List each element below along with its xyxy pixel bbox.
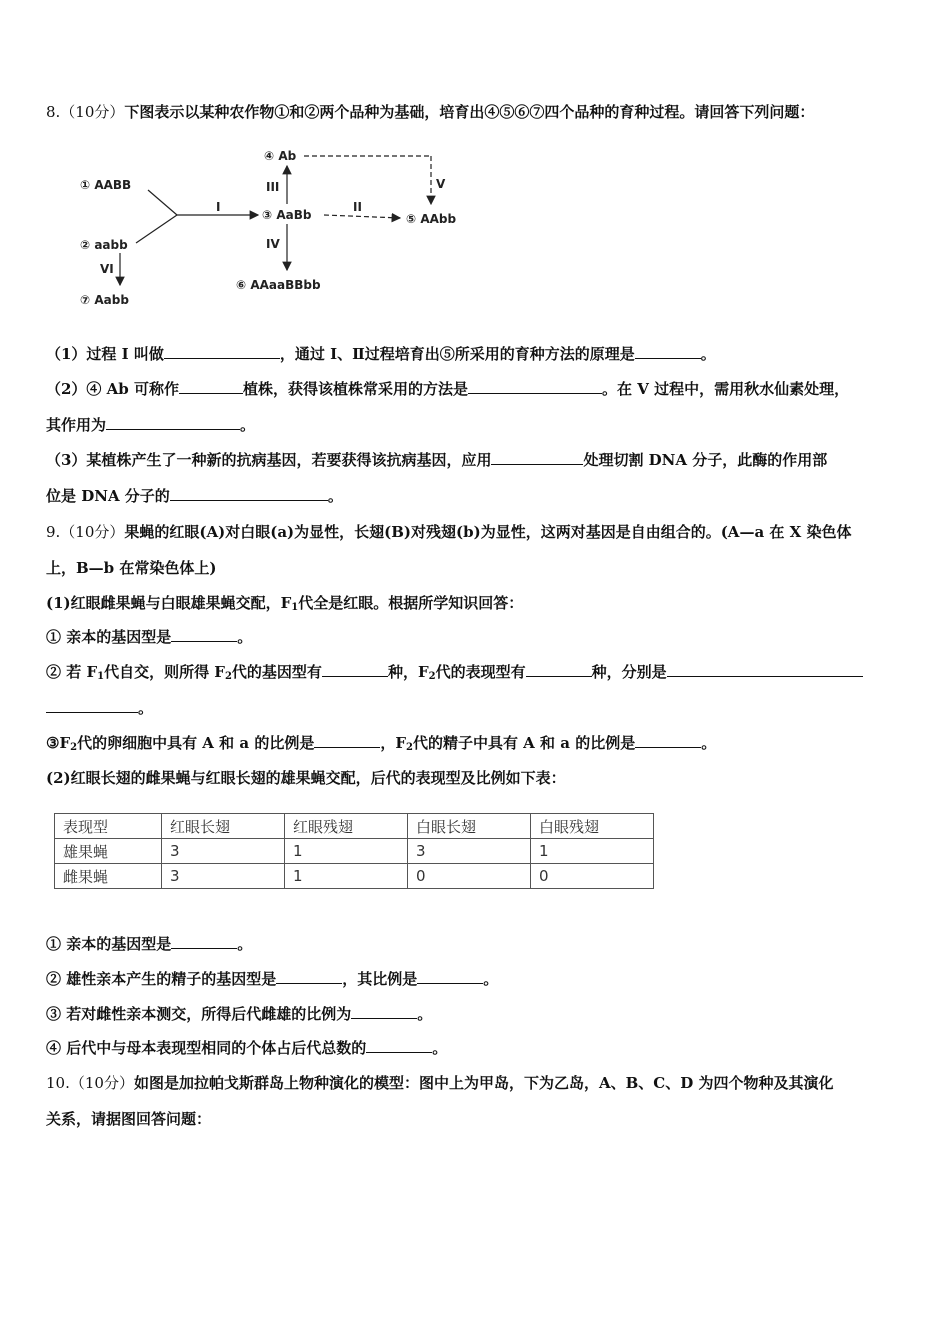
q8-p2-text-a: （2）④ Ab 可称作	[46, 380, 180, 398]
subscript: 1	[97, 671, 105, 682]
answer-blank[interactable]	[417, 969, 483, 984]
q9-a2-text-d: 种，F	[387, 663, 429, 681]
process-3-label: III	[266, 180, 280, 194]
q9-sub2-item1	[46, 934, 910, 954]
process-2-label: II	[353, 200, 362, 214]
q8-p1-text-c: 。	[700, 345, 716, 363]
q10-stem-text-2: 关系，请据图回答问题：	[46, 1110, 212, 1128]
q8-p3-text-b: 处理切割 DNA 分子，此酶的作用部	[583, 451, 828, 469]
q9-a3-text-e: 。	[701, 734, 717, 752]
q9-sub2-item2	[46, 969, 910, 989]
q9-a3-text-a: ③F	[46, 734, 71, 752]
node-2-label: ② aabb	[80, 238, 128, 252]
answer-blank[interactable]	[179, 379, 243, 394]
answer-blank[interactable]	[635, 344, 701, 359]
q9-a3-text-b: 代的卵细胞中具有 A 和 a 的比例是	[77, 734, 315, 752]
node-5-label: ⑤ AAbb	[406, 212, 457, 226]
table-header-row	[55, 814, 654, 839]
q9-sub1-item1	[46, 627, 910, 647]
table-cell: 雌果蝇	[55, 864, 162, 889]
q8-number: 8.（10分）	[46, 103, 125, 121]
q8-part3-cont	[46, 486, 910, 506]
q8-p3-text-c: 位是 DNA 分子的	[46, 487, 170, 505]
q9-stem-text-2: 上，B—b 在常染色体上)	[46, 559, 217, 577]
q9-a2-text-a: ② 若 F	[46, 663, 98, 681]
q9-b4-text-a: ④ 后代中与母本表现型相同的个体占后代总数的	[46, 1039, 367, 1057]
q9-a2-text-e: 代的表现型有	[435, 663, 526, 681]
phenotype-table	[54, 813, 654, 889]
q8-part2-cont	[46, 415, 910, 435]
answer-blank[interactable]	[322, 662, 388, 677]
process-6-label: VI	[100, 262, 114, 276]
q8-part1	[46, 344, 910, 364]
q9-a1-text-a: ① 亲本的基因型是	[46, 628, 172, 646]
q9-b4-text-b: 。	[432, 1039, 448, 1057]
table-cell: 雄果蝇	[55, 839, 162, 864]
table-header-cell: 红眼长翅	[162, 814, 285, 839]
q9-b2-text-c: 。	[483, 970, 499, 988]
process-5-label: V	[436, 177, 446, 191]
q9-stem	[46, 522, 910, 542]
q9-stem-text-1: 果蝇的红眼(A)对白眼(a)为显性，长翅(B)对残翅(b)为显性，这两对基因是自由组合的。(A—a 在 X 染色体	[124, 523, 852, 541]
q8-p2-text-d: 其作用为	[46, 416, 107, 434]
q9-sub2-item3	[46, 1004, 910, 1024]
table-header-cell: 白眼残翅	[531, 814, 654, 839]
answer-blank[interactable]	[164, 344, 280, 359]
table-cell: 1	[531, 839, 654, 864]
answer-blank[interactable]	[667, 662, 863, 677]
table-cell: 3	[162, 839, 285, 864]
q9-b2-text-a: ② 雄性亲本产生的精子的基因型是	[46, 970, 277, 988]
subscript: 2	[70, 742, 78, 753]
q9-sub1-item2-cont	[46, 698, 910, 718]
node-3-label: ③ AaBb	[262, 208, 312, 222]
q9-a3-text-c: ，F	[380, 734, 406, 752]
table-cell: 1	[285, 839, 408, 864]
process-1-label: I	[216, 200, 221, 214]
subscript: 2	[405, 742, 413, 753]
q9-sub1-item3	[46, 733, 910, 758]
table-cell: 3	[162, 864, 285, 889]
q9-sub1	[46, 593, 910, 618]
table-row	[55, 839, 654, 864]
q10-number: 10.（10分）	[46, 1074, 134, 1092]
q9-b3-text-a: ③ 若对雌性亲本测交，所得后代雌雄的比例为	[46, 1005, 352, 1023]
q10-stem-cont	[46, 1109, 910, 1129]
q9-sub2	[46, 768, 910, 788]
q9-b3-text-b: 。	[417, 1005, 433, 1023]
answer-blank[interactable]	[491, 450, 583, 465]
answer-blank[interactable]	[171, 627, 237, 642]
answer-blank[interactable]	[276, 969, 342, 984]
q8-stem	[46, 102, 910, 122]
q9-a2-text-b: 代自交，则所得 F	[104, 663, 225, 681]
q9-s2-text: (2)红眼长翅的雌果蝇与红眼长翅的雄果蝇交配，后代的表现型及比例如下表：	[46, 769, 566, 787]
table-cell: 0	[408, 864, 531, 889]
q8-part2	[46, 379, 910, 399]
subscript: 2	[428, 671, 436, 682]
q9-s1-text-a: (1)红眼雌果蝇与白眼雄果蝇交配，F	[46, 594, 292, 612]
subscript: 2	[224, 671, 232, 682]
q8-part3	[46, 450, 910, 470]
table-cell: 1	[285, 864, 408, 889]
q9-b2-text-b: ，其比例是	[342, 970, 418, 988]
answer-blank[interactable]	[468, 379, 602, 394]
q10-stem	[46, 1073, 910, 1093]
table-header-cell: 红眼残翅	[285, 814, 408, 839]
q9-sub2-item4	[46, 1038, 910, 1058]
answer-blank[interactable]	[106, 415, 240, 430]
answer-blank[interactable]	[314, 733, 380, 748]
q9-stem-cont	[46, 558, 910, 578]
q9-a3-text-d: 代的精子中具有 A 和 a 的比例是	[412, 734, 636, 752]
answer-blank[interactable]	[46, 698, 138, 713]
process-4-label: IV	[266, 237, 280, 251]
q9-a2-text-c: 代的基因型有	[231, 663, 322, 681]
node-4-label: ④ Ab	[264, 149, 297, 163]
branch-line-2	[136, 215, 177, 243]
q9-number: 9.（10分）	[46, 523, 125, 541]
q9-s1-text-b: 代全是红眼。根据所学知识回答：	[298, 594, 524, 612]
table-row	[55, 864, 654, 889]
q8-p2-text-b: 植株，获得该植株常采用的方法是	[243, 380, 469, 398]
q10-stem-text-1: 如图是加拉帕戈斯群岛上物种演化的模型：图中上为甲岛，下为乙岛，A、B、C、D 为四个物种及其演化	[133, 1074, 834, 1092]
answer-blank[interactable]	[526, 662, 592, 677]
node-1-label: ① AABB	[80, 178, 132, 192]
breeding-process-diagram	[70, 140, 490, 315]
q9-b1-text-b: 。	[237, 935, 253, 953]
q8-stem-text: 下图表示以某种农作物①和②两个品种为基础，培育出④⑤⑥⑦四个品种的育种过程。请回答下列问题：	[124, 103, 815, 121]
q9-a2-text-g: 。	[138, 699, 154, 717]
q8-p2-text-c: 。在 V 过程中，需用秋水仙素处理，	[602, 380, 850, 398]
q9-sub1-item2	[46, 662, 910, 687]
node-6-label: ⑥ AAaaBBbb	[236, 278, 321, 292]
q9-a1-text-b: 。	[237, 628, 253, 646]
table-cell: 0	[531, 864, 654, 889]
answer-blank[interactable]	[171, 934, 237, 949]
answer-blank[interactable]	[366, 1038, 432, 1053]
q8-p1-text-a: （1）过程 I 叫做	[46, 345, 164, 363]
branch-line-1	[148, 190, 177, 215]
arrow-process-2	[324, 215, 400, 218]
table-header-cell: 白眼长翅	[408, 814, 531, 839]
q9-a2-text-f: 种，分别是	[591, 663, 667, 681]
q8-p2-text-e: 。	[240, 416, 256, 434]
node-7-label: ⑦ Aabb	[80, 293, 129, 307]
answer-blank[interactable]	[351, 1004, 417, 1019]
q8-p3-text-a: （3）某植株产生了一种新的抗病基因，若要获得该抗病基因，应用	[46, 451, 492, 469]
q8-p1-text-b: ，通过 I、Ⅱ过程培育出⑤所采用的育种方法的原理是	[279, 345, 635, 363]
table-header-cell: 表现型	[55, 814, 162, 839]
q9-b1-text-a: ① 亲本的基因型是	[46, 935, 172, 953]
answer-blank[interactable]	[635, 733, 701, 748]
subscript: 1	[291, 602, 299, 613]
q8-p3-text-d: 。	[327, 487, 343, 505]
table-cell: 3	[408, 839, 531, 864]
answer-blank[interactable]	[170, 486, 328, 501]
